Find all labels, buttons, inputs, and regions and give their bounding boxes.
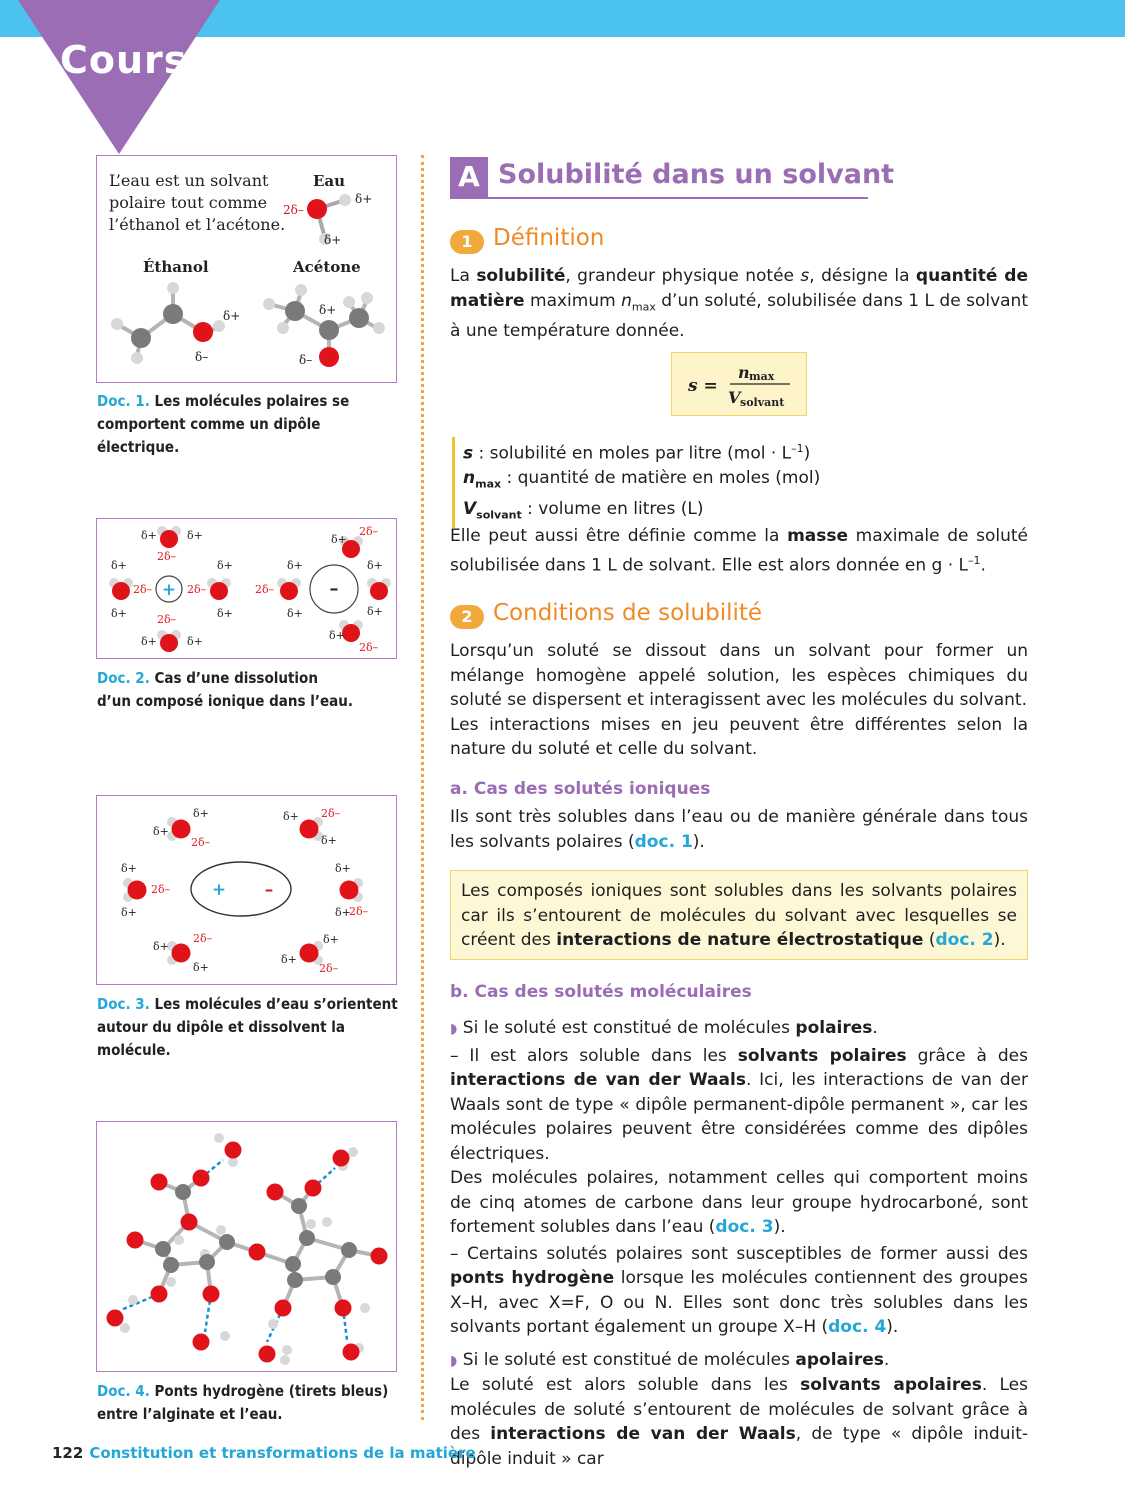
oxygen-atom — [193, 322, 213, 342]
oxygen-atom — [319, 347, 339, 367]
doc1-caption-text: comportent comme un dipôle électrique. — [97, 415, 321, 456]
text-bold: polaires — [795, 1018, 873, 1038]
carbon-atoms — [155, 1184, 357, 1288]
text-run: . — [980, 555, 986, 576]
text-run: lorsque les molécules contiennent des groupes X–H, avec X=F, O ou N. Elles sont donc très solubles dans les solvants portant également un groupe X–H ( — [450, 1268, 1028, 1337]
doc3-reference[interactable]: doc. 3 — [715, 1217, 774, 1237]
water-molecule — [157, 630, 181, 652]
definition-text — [450, 264, 1028, 344]
doc2-charge: δ+ — [187, 529, 203, 542]
carbon-atom — [349, 308, 369, 328]
bullet-triangle-icon: ◗ — [450, 1352, 458, 1369]
text-run: Les composés ioniques sont solubles dans les solvants polaires car ils s’entourent de molécules du solvant avec lesquelles se créent des — [461, 881, 1017, 950]
definition-paragraph — [450, 264, 1028, 344]
doc3-charge: δ+ — [193, 961, 209, 974]
text-run: maximum — [524, 290, 622, 311]
conditions-text-2: Les interactions mises en jeu peuvent être différentes selon la nature du soluté et celle du solvant. — [450, 714, 1028, 759]
page-number: 122 — [52, 1444, 84, 1462]
dipole-plus: + — [211, 880, 227, 900]
doc3-charge: δ+ — [283, 810, 299, 823]
doc2-charge: δ+ — [141, 529, 157, 542]
doc1-charge: 2δ– — [283, 203, 304, 217]
doc1-diagram — [97, 156, 396, 382]
doc3-charge: 2δ– — [193, 932, 213, 945]
doc1-charge: δ– — [195, 350, 209, 364]
water-molecule — [340, 878, 364, 902]
water-molecule — [207, 578, 231, 600]
text-run: ). — [692, 831, 705, 852]
text-run: . Ici, les interactions de van der Waals sont de type « dipôle permanent-dipôle permanent », car les molécules polaires peuvent être considérées comme des dipôles électriques. — [450, 1070, 1028, 1164]
doc2-caption-text: Cas d’une dissolution — [149, 669, 318, 687]
page-footer — [52, 1444, 476, 1462]
legend-n — [463, 466, 820, 497]
doc2-charge: 2δ– — [359, 525, 379, 538]
text-sup: –1 — [968, 553, 981, 567]
doc2-charge: δ+ — [287, 559, 303, 572]
molecular-section — [450, 1016, 1028, 1471]
text-run: . Les molécules de soluté s’entourent de molécules de solvant grâce à des — [450, 1375, 1028, 1444]
doc2-charge: 2δ– — [157, 613, 177, 626]
text-italic: n — [463, 468, 476, 489]
polar-paragraph-3 — [450, 1242, 1028, 1340]
cation-sign: + — [161, 580, 177, 600]
doc2-caption-text: d’un composé ionique dans l’eau. — [97, 692, 353, 710]
text-run: . — [883, 1349, 890, 1370]
doc3-charge: 2δ– — [151, 883, 171, 896]
apolar-paragraph — [450, 1373, 1028, 1471]
doc1-charge: δ+ — [355, 192, 373, 206]
subsection-number: 1 — [450, 230, 484, 254]
water-molecule — [300, 817, 324, 841]
text-bold: interactions de van der Waals — [490, 1424, 796, 1444]
text-run: ). — [886, 1317, 899, 1337]
text-bold: ponts hydrogène — [450, 1268, 615, 1288]
doc1-figure — [96, 155, 397, 383]
bullet-apolar — [450, 1348, 1028, 1374]
text-run: , grandeur physique notée — [565, 266, 801, 286]
text-run: – Certains solutés polaires sont susceptibles de former aussi des — [450, 1243, 1028, 1264]
text-run: : solubilité en moles par litre (mol · L — [473, 443, 792, 464]
doc3-caption-text: Les molécules d’eau s’orientent — [149, 995, 398, 1013]
carbon-atom — [163, 304, 183, 324]
section-letter: A — [450, 157, 488, 197]
doc2-charge: δ+ — [111, 607, 127, 620]
doc4-caption-text: Ponts hydrogène (tirets bleus) — [149, 1382, 389, 1400]
doc1-reference[interactable]: doc. 1 — [634, 831, 693, 852]
dipole-minus: – — [264, 880, 274, 900]
text-run: : volume en litres (L) — [521, 499, 704, 520]
subsection-title: Conditions de solubilité — [493, 600, 763, 626]
doc2-figure — [96, 518, 397, 659]
chapter-title: Constitution et transformations de la matière — [89, 1444, 476, 1462]
doc4-caption-text: entre l’alginate et l’eau. — [97, 1405, 283, 1423]
formula-lhs: s = — [688, 376, 718, 396]
doc3-charge: δ+ — [193, 807, 209, 820]
hydrogen-atom — [339, 194, 351, 206]
ionic-paragraph — [450, 805, 1028, 854]
doc1-charge: δ+ — [324, 233, 342, 247]
text-italic: s — [800, 266, 810, 286]
doc3-charge: δ+ — [335, 906, 351, 919]
text-run: ). — [773, 1217, 786, 1237]
text-run: Le soluté est alors soluble dans les — [450, 1375, 801, 1395]
text-run: ( — [923, 930, 936, 950]
solubility-formula — [671, 352, 807, 416]
doc3-diagram — [97, 796, 396, 984]
doc2-charge: 2δ– — [133, 583, 153, 596]
doc4-caption-number: Doc. 4. — [97, 1382, 150, 1400]
mass-text — [450, 524, 1028, 578]
doc3-charge: δ+ — [281, 953, 297, 966]
carbon-atom — [285, 301, 305, 321]
doc1-text-line1: L’eau est un solvant — [109, 171, 269, 190]
text-run: Si le soluté est constitué de molécules — [462, 1018, 796, 1038]
doc2-charge: δ+ — [141, 635, 157, 648]
text-run: , de type « dipôle induit-dipôle induit » car — [450, 1424, 1029, 1469]
doc3-charge: δ+ — [323, 933, 339, 946]
conditions-paragraph — [450, 639, 1028, 762]
doc2-charge: δ+ — [367, 605, 383, 618]
heading-ionic: a. Cas des solutés ioniques — [450, 779, 711, 799]
doc2-charge: δ+ — [217, 559, 233, 572]
water-molecule — [367, 578, 391, 600]
doc4-reference[interactable]: doc. 4 — [828, 1317, 887, 1337]
doc2-caption — [97, 667, 407, 713]
doc3-caption — [97, 993, 407, 1062]
text-run: ). — [993, 930, 1006, 950]
formula-denominator: V — [728, 388, 741, 407]
dipole-molecule — [191, 862, 291, 916]
doc1-label-eau: Eau — [313, 172, 346, 190]
mass-paragraph — [450, 524, 1028, 578]
column-separator — [421, 155, 424, 1420]
text-sup: –1 — [791, 442, 804, 455]
doc2-charge: δ+ — [217, 607, 233, 620]
text-run: Si le soluté est constitué de molécules — [462, 1349, 796, 1370]
text-run: . — [872, 1018, 878, 1038]
text-sub: max — [475, 477, 502, 491]
text-italic: n — [621, 290, 632, 311]
doc1-charge: δ+ — [223, 309, 241, 323]
carbon-atom — [319, 320, 339, 340]
legend-s — [463, 437, 820, 466]
doc2-charge: 2δ– — [157, 550, 177, 563]
doc2-charge: δ+ — [111, 559, 127, 572]
doc2-charge: δ+ — [287, 607, 303, 620]
text-bold: apolaires — [795, 1349, 884, 1370]
doc3-caption-text: autour du dipôle et dissolvent la molécule. — [97, 1018, 346, 1059]
polar-paragraph-2 — [450, 1166, 1028, 1240]
bullet-polar — [450, 1016, 1028, 1042]
doc4-caption — [97, 1380, 407, 1426]
bullet-triangle-icon: ◗ — [450, 1021, 458, 1037]
doc1-caption — [97, 390, 407, 459]
water-molecule — [157, 526, 181, 548]
text-run: Elle peut aussi être définie comme la — [450, 526, 788, 546]
water-molecule — [123, 878, 147, 902]
doc3-figure — [96, 795, 397, 985]
doc4-diagram — [97, 1122, 396, 1371]
doc2-charge: 2δ– — [359, 641, 379, 654]
doc3-charge: 2δ– — [191, 836, 211, 849]
doc2-charge: 2δ– — [187, 583, 207, 596]
doc2-diagram — [97, 519, 396, 658]
formula-denominator-sub: solvant — [740, 396, 785, 409]
water-molecule — [167, 817, 191, 841]
text-sub: max — [631, 299, 656, 313]
text-run: : quantité de matière en moles (mol) — [501, 468, 821, 489]
doc1-charge: δ– — [299, 353, 313, 367]
text-sub: solvant — [476, 508, 522, 522]
oxygen-atom — [307, 199, 327, 219]
doc1-label-ethanol: Éthanol — [143, 258, 209, 276]
polar-paragraph-1 — [450, 1044, 1028, 1167]
text-bold: masse — [787, 526, 849, 546]
water-molecule — [109, 578, 133, 600]
text-bold: interactions de van der Waals — [450, 1070, 746, 1090]
text-bold: solvants apolaires — [800, 1375, 982, 1395]
doc3-charge: 2δ– — [319, 962, 339, 975]
ionic-text — [450, 805, 1028, 854]
section-underline — [450, 197, 868, 199]
text-italic: V — [463, 499, 477, 520]
doc3-charge: δ+ — [121, 906, 137, 919]
anion-sign: – — [329, 578, 339, 599]
doc2-caption-number: Doc. 2. — [97, 669, 150, 687]
doc1-caption-number: Doc. 1. — [97, 392, 150, 410]
doc1-text-line2: polaire tout comme — [109, 193, 268, 212]
text-run: Des molécules polaires, notamment celles qui comportent moins de cinq atomes de carbone dans leur groupe hydrocarboné, sont fortement solubles dans l’eau ( — [450, 1168, 1028, 1237]
doc2-charge: δ+ — [331, 533, 347, 546]
text-bold: solvants polaires — [737, 1045, 907, 1066]
doc1-caption-text: Les molécules polaires se — [149, 392, 350, 410]
text-run: Ils sont très solubles dans l’eau ou de manière générale dans tous les solvants polaires ( — [450, 807, 1028, 852]
doc3-charge: δ+ — [153, 940, 169, 953]
doc3-charge: 2δ– — [349, 905, 369, 918]
water-molecule — [277, 578, 301, 600]
doc2-reference[interactable]: doc. 2 — [935, 930, 994, 950]
doc1-label-acetone: Acétone — [293, 258, 361, 276]
formula-numerator-sub: max — [749, 370, 775, 383]
doc2-charge: δ+ — [367, 559, 383, 572]
text-run: d’un soluté, solubilisée dans 1 L de solvant à une température donnée. — [450, 290, 1028, 342]
text-bold: interactions de nature électrostatique — [556, 930, 924, 950]
conditions-text-1: Lorsqu’un soluté se dissout dans un solvant pour former un mélange homogène appelé solution, les espèces chimiques du soluté se dispersent et interagissent avec les molécules du solvant. — [450, 641, 1028, 710]
text-run: – Il est alors soluble dans les — [450, 1045, 738, 1066]
text-run: maximale de soluté solubilisée dans 1 L de solvant. Elle est alors donnée en g · L — [450, 526, 1028, 576]
water-molecule — [167, 941, 191, 965]
variable-legend — [452, 437, 820, 528]
text-run: ) — [803, 443, 811, 464]
subsection-number: 2 — [450, 605, 484, 629]
doc3-charge: δ+ — [335, 862, 351, 875]
doc1-text-line3: l’éthanol et l’acétone. — [109, 215, 286, 234]
doc3-caption-number: Doc. 3. — [97, 995, 150, 1013]
text-bold: solubilité — [476, 266, 566, 286]
formula-svg — [672, 353, 806, 415]
doc2-charge: δ+ — [187, 635, 203, 648]
doc3-charge: δ+ — [153, 825, 169, 838]
formula-numerator: n — [738, 363, 750, 382]
doc3-charge: δ+ — [121, 862, 137, 875]
text-run: grâce à des — [906, 1045, 1028, 1066]
subsection-title: Définition — [493, 225, 605, 251]
text-run: , désigne la — [809, 266, 916, 286]
doc2-charge: 2δ– — [255, 583, 275, 596]
heading-molecular: b. Cas des solutés moléculaires — [450, 982, 752, 1002]
doc3-charge: δ+ — [321, 834, 337, 847]
doc2-charge: δ+ — [329, 629, 345, 642]
doc1-charge: δ+ — [319, 303, 337, 317]
text-run: La — [450, 266, 477, 286]
cours-label: Cours — [60, 38, 188, 82]
doc3-charge: 2δ– — [321, 807, 341, 820]
carbon-atom — [131, 328, 151, 348]
text-italic: s — [463, 443, 474, 464]
doc4-figure — [96, 1121, 397, 1372]
text-bold: quantité de matière — [450, 266, 1029, 311]
key-point-callout — [450, 870, 1028, 960]
section-title: Solubilité dans un solvant — [498, 159, 895, 190]
